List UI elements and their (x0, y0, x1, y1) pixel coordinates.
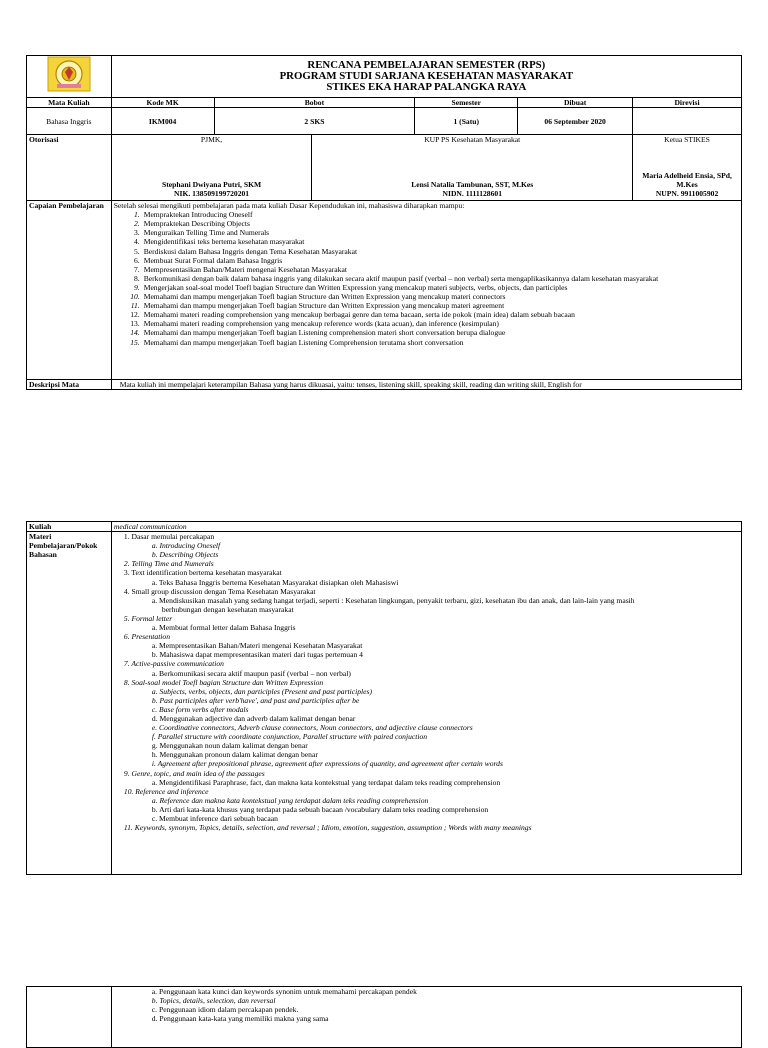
capaian-item: 9. Mengerjakan soal-soal model Toefl bagian Structure dan Written Expression yang mencakup materi subjects, verbs, objects, dan participles (133, 282, 568, 292)
materi-item: d. Menggunakan adjective dan adverb dalam kalimat dengan benar (151, 713, 356, 723)
capaian-item: 12. Memahami materi reading comprehension yang mencakup berbagai genre dan tema bacaan, serta ide pokok (main idea) dalam sebuah bacaan (130, 310, 575, 320)
capaian-item: 7. Mempresentasikan Bahan/Materi mengenai Kesehatan Masyarakat (133, 264, 347, 274)
kup-role: KUP PS Kesehatan Masyarakat (424, 135, 521, 145)
page-3 (26, 986, 742, 1048)
value-kode-mk: IKM004 (111, 108, 214, 135)
page3-item: a. Penggunaan kata kunci dan keywords synonim untuk memahami percakapan pendek (151, 987, 417, 996)
deskripsi-text: Mata kuliah ini mempelajari keterampilan Bahasa yang harus dikuasai, yaitu: tenses, listening skill, speaking skill, reading dan writing skill, English for (111, 380, 741, 390)
materi-item: g. Menggunakan noun dalam kalimat dengan benar (151, 741, 308, 751)
materi-item: f. Parallel structure with coordinate conjunction, Parallel structure with paired conjuction (151, 732, 428, 742)
materi-item: a. Subjects, verbs, objects, dan participles (Present and past participles) (151, 686, 373, 696)
otorisasi-label: Otorisasi (27, 135, 112, 201)
materi-item: b. Past participles after verb'have', and past and participles after be (151, 695, 360, 705)
logo-cell (27, 56, 112, 98)
capaian-item: 11. Memahami dan mampu mengerjakan Toefl bagian Structure dan Written Expression yang mencakup materi agreement (130, 301, 505, 311)
capaian-content (111, 201, 741, 380)
stikes-logo-icon (47, 56, 91, 92)
materi-item: 8. Soal-soal model Toefl bagian Structure dan Written Expression (123, 677, 324, 687)
capaian-item: 6. Membuat Surat Formal dalam Bahasa Inggris (133, 255, 283, 265)
page-1 (26, 55, 742, 390)
title-line-2: PROGRAM STUDI SARJANA KESEHATAN MASYARAKAT (279, 70, 574, 82)
capaian-item: 15. Memahami dan mampu mengerjakan Toefl bagian Listening Comprehension terutama short conversation (130, 337, 464, 347)
capaian-item: 8. Berkomunikasi dengan baik dalam bahasa inggris yang dilakukan secara aktif maupun pasif (verbal – non verbal) serta mengaplikasikannya dalam kesehatan masyarakat (133, 273, 659, 283)
materi-item: b. Arti dari kata-kata khusus yang terdapat pada sebuah bacaan /vocabulary dalam teks reading comprehension (151, 804, 489, 814)
deskripsi-label: Deskripsi Mata (27, 380, 112, 390)
capaian-item: 2. Mempraktekan Describing Objects (133, 219, 250, 229)
materi-item: e. Coordinative connectors, Adverb clause connectors, Noun connectors, and adjective clause connectors (151, 723, 473, 733)
ketua-nupn: NUPN. 9911005902 (655, 189, 719, 198)
value-mata-kuliah: Bahasa Inggris (27, 108, 112, 135)
materi-item: 5. Formal letter (123, 613, 173, 623)
capaian-item: 14. Memahami dan mampu mengerjakan Toefl bagian Listening comprehension materi short conversation berupa dialogue (130, 328, 506, 338)
page3-content (111, 987, 741, 1048)
capaian-intro: Setelah selesai mengikuti pembelajaran pada mata kuliah Dasar Kependudukan ini, mahasiswa diharapkan mampu: (113, 201, 465, 211)
materi-item: 9. Genre, topic, and main idea of the passages (123, 768, 265, 778)
value-dibuat: 06 September 2020 (518, 108, 633, 135)
materi-item: 2. Telling Time and Numerals (123, 559, 214, 569)
materi-item: a. Mengidentifikasi Paraphrase, fact, dan makna kata kontekstual yang terdapat dalam teks reading comprehension (151, 777, 501, 787)
pjmk-name: Stephani Dwiyana Putri, SKM (161, 179, 262, 189)
pjmk-role: PJMK, (200, 135, 223, 145)
kuliah-value: medical communication (111, 522, 741, 532)
materi-item: b. Mahasiswa dapat mempresentasikan materi dari tugas pertemuan 4 (151, 650, 363, 660)
materi-item: i. Agreement after prepositional phrase, agreement after expressions of quantity, and agreement after certain words (151, 759, 503, 769)
rps-title (111, 56, 741, 98)
materi-item: a. Mendiskusikan masalah yang sedang hangat terjadi, seperti : Kesehatan lingkungan, penyakit terbaru, gizi, kesehatan ibu dan anak, dan lain-lain yang masih (151, 595, 635, 605)
page3-item: b. Topics, details, selection, dan reversal (151, 996, 276, 1006)
materi-item: berhubungan dengan kesehatan masyarakat (161, 604, 294, 614)
deskripsi-row (27, 380, 742, 390)
otorisasi-kup (312, 135, 633, 201)
header-semester: Semester (415, 98, 518, 108)
materi-item: 7. Active-passive communication (123, 659, 224, 669)
materi-item: 11. Keywords, synonym, Topics, details, selection, and reversal ; Idiom, emotion, suggestion, assumption ; Words with many meanings (123, 823, 532, 833)
page3-item: c. Penggunaan idiom dalam percakapan pendek. (151, 1005, 299, 1015)
info-value-row (27, 108, 742, 135)
header-dibuat: Dibuat (518, 98, 633, 108)
materi-item: a. Teks Bahasa Inggris bertema Kesehatan Masyarakat disiapkan oleh Mahasiswi (151, 577, 399, 587)
materi-item: a. Reference dan makna kata kontekstual yang terdapat dalam teks reading comprehension (151, 795, 429, 805)
page3-table (26, 986, 742, 1048)
ketua-role: Ketua STIKES (664, 135, 710, 145)
capaian-list (114, 210, 739, 346)
page3-list (114, 987, 739, 1023)
materi-item: 4. Small group discussion dengan Tema Kesehatan Masyarakat (123, 586, 316, 596)
capaian-item: 1. Mempraktekan Introducing Oneself (133, 210, 253, 220)
capaian-item: 13. Memahami materi reading comprehension yang mencakup reference words (kata acuan), dan inference (kesimpulan) (130, 319, 499, 329)
materi-item: 1. Dasar memulai percakapan (123, 532, 215, 542)
capaian-item: 3. Menguraikan Telling Time and Numerals (133, 228, 270, 238)
kup-name: Lensi Natalia Tambunan, SST, M.Kes (411, 179, 534, 189)
materi-item: a. Introducing Oneself (151, 541, 221, 551)
rps-header-table (26, 55, 742, 390)
title-line-1: RENCANA PEMBELAJARAN SEMESTER (RPS) (307, 59, 546, 71)
materi-item: c. Base form verbs after modals (151, 704, 249, 714)
header-bobot: Bobot (214, 98, 415, 108)
value-semester: 1 (Satu) (415, 108, 518, 135)
materi-item: 10. Reference and inference (123, 786, 209, 796)
materi-item: 3. Text identification bertema kesehatan masyarakat (123, 568, 282, 578)
kuliah-label: Kuliah (27, 522, 112, 532)
materi-table (26, 521, 742, 875)
materi-item: a. Berkomunikasi secara aktif maupun pasif (verbal – non verbal) (151, 668, 351, 678)
capaian-item: 10. Memahami dan mampu mengerjakan Toefl bagian Structure dan Written Expression yang mencakup materi connectors (130, 292, 506, 302)
materi-label: Materi Pembelajaran/Pokok Bahasan (27, 532, 112, 875)
header-mata-kuliah: Mata Kuliah (27, 98, 112, 108)
otorisasi-ketua (633, 135, 742, 201)
capaian-row (27, 201, 742, 380)
pjmk-nik: NIK. 138509199720201 (174, 189, 250, 198)
materi-item: a. Mempresentasikan Bahan/Materi mengenai Kesehatan Masyarakat (151, 641, 363, 651)
page-2 (26, 521, 742, 875)
capaian-item: 5. Berdiskusi dalam Bahasa Inggris dengan Tema Kesehatan Masyarakat (133, 246, 358, 256)
ketua-name: Maria Adelheid Ensia, SPd, M.Kes (642, 170, 732, 189)
otorisasi-pjmk (111, 135, 312, 201)
capaian-item: 4. Mengidentifikasi teks bertema kesehatan masyarakat (133, 237, 305, 247)
info-header-row (27, 98, 742, 108)
kup-nidn: NIDN. 1111128601 (442, 189, 502, 198)
page3-label-cell (27, 987, 112, 1048)
materi-item: b. Describing Objects (151, 550, 219, 560)
title-line-3: STIKES EKA HARAP PALANGKA RAYA (326, 81, 527, 93)
header-direvisi: Direvisi (633, 98, 742, 108)
materi-item: 6. Presentation (123, 632, 171, 642)
materi-item: a. Membuat formal letter dalam Bahasa Inggris (151, 623, 296, 633)
page3-item: d. Penggunaan kata-kata yang memiliki makna yang sama (151, 1014, 329, 1024)
materi-item: h. Menggunakan pronoun dalam kalimat dengan benar (151, 750, 318, 760)
otorisasi-row (27, 135, 742, 201)
materi-content (111, 532, 741, 875)
materi-list (114, 532, 739, 832)
materi-item: c. Membuat inference dari sebuah bacaan (151, 814, 278, 823)
capaian-label: Capaian Pembelajaran (27, 201, 112, 380)
value-direvisi (633, 108, 742, 135)
value-bobot: 2 SKS (214, 108, 415, 135)
header-kode-mk: Kode MK (111, 98, 214, 108)
